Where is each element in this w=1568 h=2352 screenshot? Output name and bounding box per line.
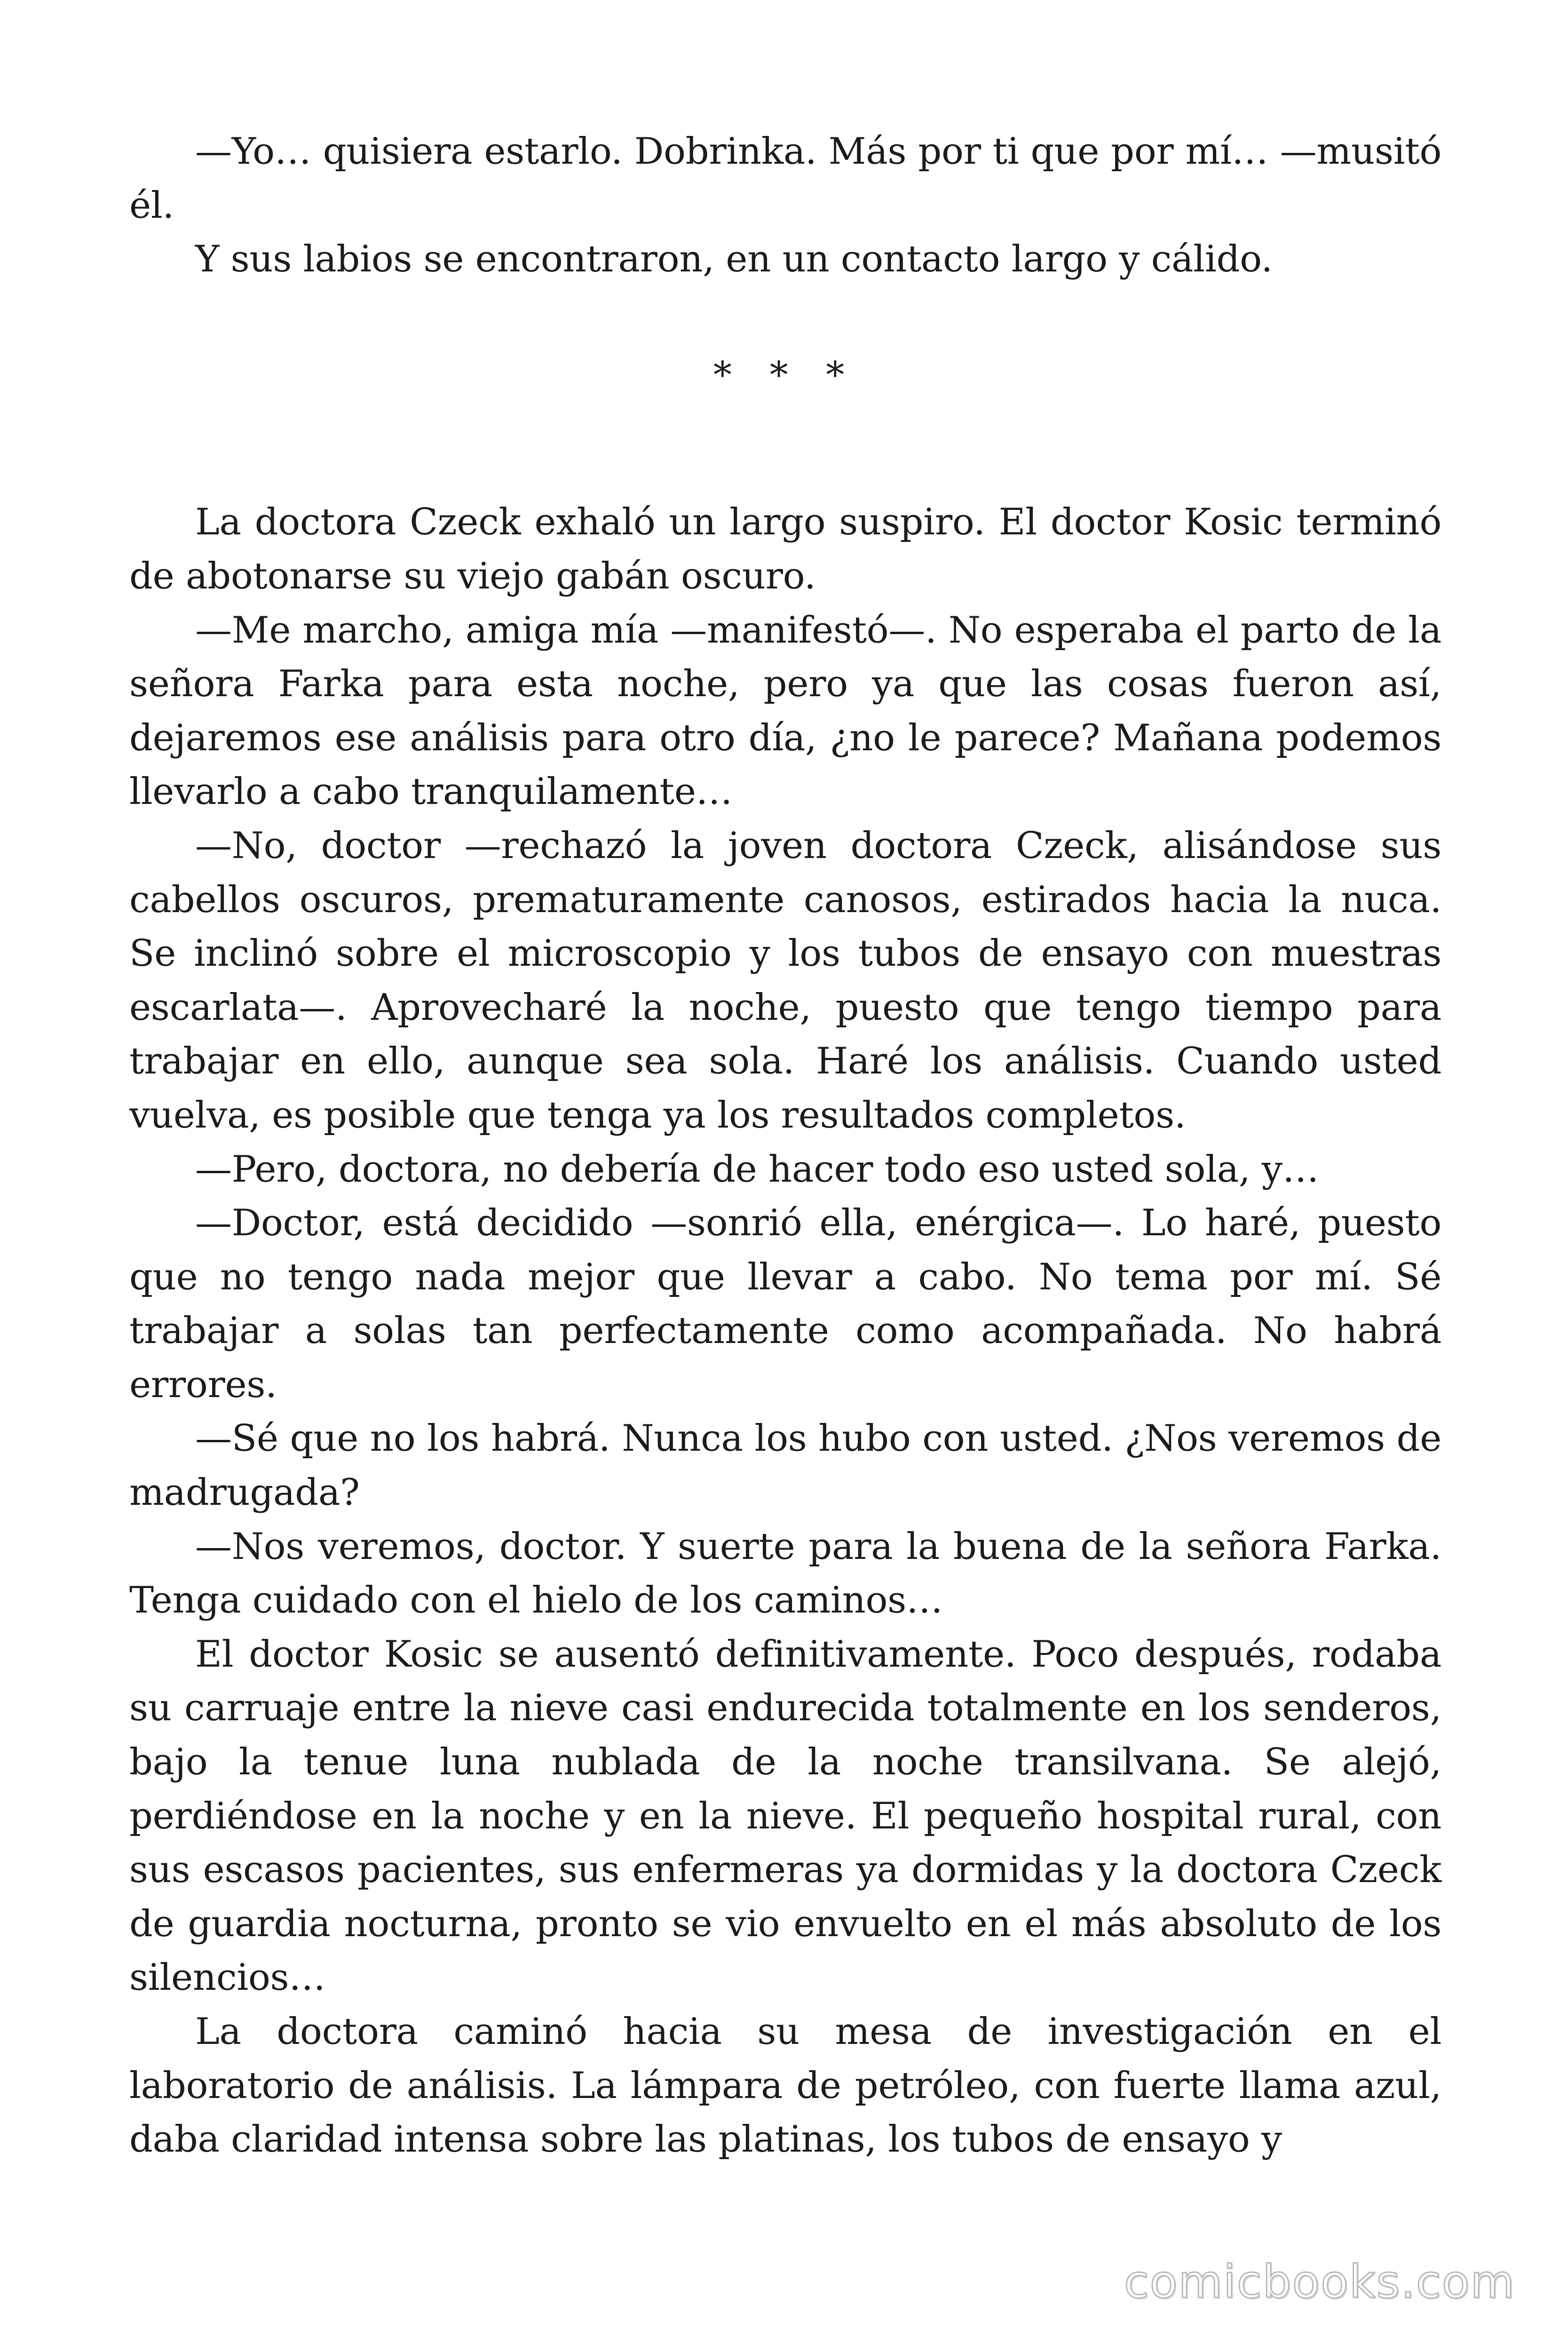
watermark: comicbooks.com [1124, 2256, 1515, 2308]
paragraph: La doctora caminó hacia su mesa de investigación en el laboratorio de análisis. La lámpara de petróleo, con fuerte llama azul, daba claridad intensa sobre las platinas, los tubos de ensayo y [129, 2010, 1441, 2161]
paragraph: —Pero, doctora, no debería de hacer todo eso usted sola, y… [195, 1148, 1319, 1191]
paragraph: —Yo… quisiera estarlo. Dobrinka. Más por ti que por mí… —musitó él. [129, 130, 1441, 227]
paragraph: Y sus labios se encontraron, en un contacto largo y cálido. [195, 238, 1273, 281]
paragraph: —No, doctor —rechazó la joven doctora Czeck, alisándose sus cabellos oscuros, prematuramente canosos, estirados hacia la nuca. Se inclinó sobre el microscopio y los tubos de ensayo con muestras escarlata—. Aprovecharé la noche, puesto que tengo tiempo para trabajar en ello, aunque sea sola. Haré los análisis. Cuando usted vuelva, es posible que tenga ya los resultados completos. [129, 824, 1441, 1136]
paragraph: —Nos veremos, doctor. Y suerte para la buena de la señora Farka. Tenga cuidado con el hielo de los caminos… [129, 1525, 1441, 1622]
section-separator: * * * [713, 354, 858, 397]
paragraph: El doctor Kosic se ausentó definitivamente. Poco después, rodaba su carruaje entre la nieve casi endurecida totalmente en los senderos, bajo la tenue luna nublada de la noche transilvana. Se alejó, perdiéndose en la noche y en la nieve. El pequeño hospital rural, con sus escasos pacientes, sus enfermeras ya dormidas y la doctora Czeck de guardia nocturna, pronto se vio envuelto en el más absoluto de los silencios… [129, 1633, 1441, 1999]
paragraph: —Doctor, está decidido —sonrió ella, enérgica—. Lo haré, puesto que no tengo nada mejor que llevar a cabo. No tema por mí. Sé trabajar a solas tan perfectamente como acompañada. No habrá errores. [129, 1202, 1441, 1406]
paragraph: La doctora Czeck exhaló un largo suspiro. El doctor Kosic terminó de abotonarse su viejo gabán oscuro. [129, 501, 1441, 597]
paragraph: —Sé que no los habrá. Nunca los hubo con usted. ¿Nos veremos de madrugada? [129, 1417, 1441, 1514]
paragraph: —Me marcho, amiga mía —manifestó—. No esperaba el parto de la señora Farka para esta noche, pero ya que las cosas fueron así, dejaremos ese análisis para otro día, ¿no le parece? Mañana podemos llevarlo a cabo tranquilamente… [129, 609, 1441, 813]
book-page [129, 125, 1441, 2167]
